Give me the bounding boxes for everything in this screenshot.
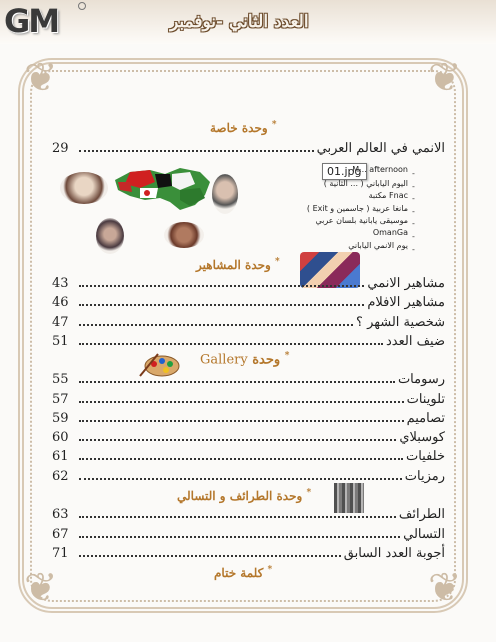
special-subitem: مانغا عربية ( جاسمين و Exit ): [306, 204, 408, 213]
corner-knot-icon: ❦: [428, 55, 462, 101]
arab-world-flags-map: [110, 160, 215, 220]
toc-label: الطرائف: [398, 507, 445, 522]
dot-leader: [79, 343, 383, 345]
star-icon: *: [275, 257, 280, 267]
page-number: 62: [52, 469, 69, 484]
toc-row[interactable]: [52, 525, 445, 542]
section-celebs-heading: * وحدة المشاهير: [196, 257, 280, 272]
toc-row[interactable]: [52, 274, 445, 291]
dot-leader: [79, 516, 396, 518]
corner-knot-icon: ❦: [24, 565, 58, 611]
photo-event: [60, 172, 108, 204]
toc-label: رمزيات: [404, 469, 445, 484]
toc-label: أجوبة العدد السابق: [343, 546, 445, 561]
dot-leader: [79, 478, 402, 480]
corner-knot-icon: ❦: [428, 565, 462, 611]
special-subitem: Fnac مكتبة: [368, 191, 408, 200]
toc-label: التسالي: [403, 527, 445, 542]
page-number: 43: [52, 276, 69, 291]
page-number: 29: [52, 141, 69, 156]
dot-leader: [79, 420, 404, 422]
toc-label: مشاهير الافلام: [367, 295, 445, 310]
page-number: 55: [52, 372, 69, 387]
toc-label: شخصية الشهر ؟: [356, 315, 445, 330]
toc-label: ضيف العدد: [385, 334, 445, 349]
gm-logo: GM: [4, 2, 59, 40]
page-number: 71: [52, 546, 69, 561]
toc-row[interactable]: [52, 293, 445, 310]
star-icon: *: [267, 565, 273, 575]
toc-row[interactable]: [52, 447, 445, 464]
toc-label: رسومات: [397, 372, 445, 387]
star-icon: *: [284, 351, 290, 361]
toc-label: مشاهير الانمي: [367, 276, 445, 291]
toc-label: تصاميم: [406, 411, 445, 426]
special-subitem: يوم الانمي الياباني: [348, 241, 408, 250]
corner-knot-icon: ❦: [24, 55, 58, 101]
toc-row[interactable]: [52, 467, 445, 484]
bullet-dashes: - - - - - - -: [412, 169, 415, 254]
section-funny-heading: * وحدة الطرائف و التسالي: [177, 488, 312, 503]
photo-person: [212, 174, 238, 214]
page-number: 47: [52, 315, 69, 330]
toc-row[interactable]: [52, 505, 445, 522]
image-filename-tooltip: 01.jpg: [322, 163, 367, 180]
page-number: 63: [52, 507, 69, 522]
page-number: 67: [52, 527, 69, 542]
section-special-heading: * وحدة خاصة: [210, 120, 277, 135]
page-number: 51: [52, 334, 69, 349]
special-subitem: OmanGa: [372, 228, 408, 237]
special-subitem: اليوم الياباني ( ... الثانية ): [323, 179, 408, 188]
toc-label: خلفيات: [405, 449, 445, 464]
toc-label: تلوينات: [406, 392, 445, 407]
dot-leader: [79, 439, 396, 441]
dot-leader: [79, 458, 403, 460]
dot-leader: [79, 150, 314, 152]
section-closing-heading: * كلمة ختام: [214, 565, 273, 580]
toc-row[interactable]: [52, 313, 445, 330]
page-number: 57: [52, 392, 69, 407]
special-subitem: موسيقى يابانية بلسان عربي: [315, 216, 408, 225]
page-number: 46: [52, 295, 69, 310]
dot-leader: [79, 285, 364, 287]
dot-leader: [79, 324, 353, 326]
toc-row-special-main[interactable]: [52, 139, 445, 156]
page-number: 59: [52, 411, 69, 426]
dot-leader: [79, 381, 395, 383]
issue-title: العدد الثاني -نوفمبر: [170, 12, 309, 32]
star-icon: *: [271, 120, 277, 130]
toc-row[interactable]: [52, 370, 445, 387]
dot-leader: [79, 555, 341, 557]
toc-label: كوسبلاي: [399, 430, 445, 445]
page-number: 60: [52, 430, 69, 445]
dot-leader: [79, 536, 400, 538]
dot-leader: [79, 304, 364, 306]
toc-row[interactable]: [52, 428, 445, 445]
dot-leader: [79, 401, 404, 403]
toc-row[interactable]: [52, 390, 445, 407]
toc-row[interactable]: [52, 332, 445, 349]
section-gallery-heading: * وحدة Gallery: [200, 351, 290, 368]
page-number: 61: [52, 449, 69, 464]
toc-row[interactable]: [52, 544, 445, 561]
photo-cosplay: [96, 218, 124, 254]
registered-mark-icon: [78, 2, 86, 10]
toc-label: الانمي في العالم العربي: [316, 141, 445, 156]
star-icon: *: [306, 488, 312, 498]
page-header: [0, 0, 496, 44]
photo-crowd: [164, 222, 204, 248]
special-subitem: M... afternoon: [352, 165, 408, 174]
toc-row[interactable]: [52, 409, 445, 426]
